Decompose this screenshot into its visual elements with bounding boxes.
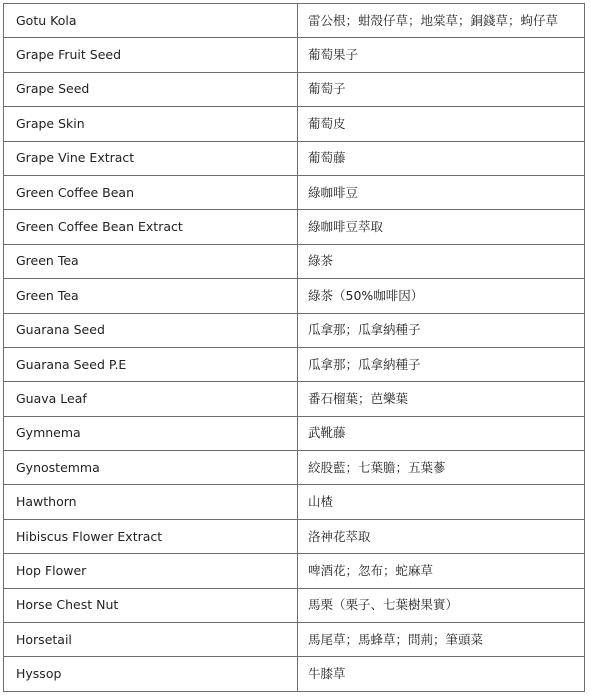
ingredient-table-container xyxy=(3,3,584,692)
english-name-cell: Green Tea xyxy=(4,279,298,313)
chinese-name-cell: 馬尾草；馬蜂草；問荊；筆頭菜 xyxy=(298,623,585,657)
english-name-cell: Grape Seed xyxy=(4,72,298,106)
chinese-name-cell: 綠茶（50%咖啡因） xyxy=(298,279,585,313)
table-row xyxy=(4,451,585,485)
chinese-name-cell: 葡萄皮 xyxy=(298,107,585,141)
chinese-name-cell: 牛膝草 xyxy=(298,657,585,691)
chinese-name-cell: 番石榴葉；芭樂葉 xyxy=(298,382,585,416)
english-name-cell: Gynostemma xyxy=(4,451,298,485)
chinese-name-cell: 綠茶 xyxy=(298,244,585,278)
table-row xyxy=(4,279,585,313)
table-row xyxy=(4,175,585,209)
english-name-cell: Hibiscus Flower Extract xyxy=(4,519,298,553)
table-row xyxy=(4,72,585,106)
english-name-cell: Grape Vine Extract xyxy=(4,141,298,175)
english-name-cell: Hawthorn xyxy=(4,485,298,519)
table-row xyxy=(4,347,585,381)
table-row xyxy=(4,382,585,416)
chinese-name-cell: 武靴藤 xyxy=(298,416,585,450)
english-name-cell: Horsetail xyxy=(4,623,298,657)
chinese-name-cell: 葡萄子 xyxy=(298,72,585,106)
ingredient-name-table xyxy=(3,3,585,692)
table-row xyxy=(4,4,585,38)
chinese-name-cell: 瓜拿那；瓜拿納種子 xyxy=(298,313,585,347)
chinese-name-cell: 葡萄藤 xyxy=(298,141,585,175)
table-row xyxy=(4,657,585,691)
table-row xyxy=(4,623,585,657)
chinese-name-cell: 葡萄果子 xyxy=(298,38,585,72)
english-name-cell: Green Coffee Bean xyxy=(4,175,298,209)
table-row xyxy=(4,38,585,72)
table-row xyxy=(4,313,585,347)
english-name-cell: Gotu Kola xyxy=(4,4,298,38)
english-name-cell: Guarana Seed P.E xyxy=(4,347,298,381)
table-row xyxy=(4,485,585,519)
table-row xyxy=(4,141,585,175)
chinese-name-cell: 綠咖啡豆萃取 xyxy=(298,210,585,244)
chinese-name-cell: 瓜拿那；瓜拿納種子 xyxy=(298,347,585,381)
english-name-cell: Gymnema xyxy=(4,416,298,450)
english-name-cell: Hop Flower xyxy=(4,554,298,588)
english-name-cell: Hyssop xyxy=(4,657,298,691)
table-row xyxy=(4,519,585,553)
english-name-cell: Guava Leaf xyxy=(4,382,298,416)
english-name-cell: Guarana Seed xyxy=(4,313,298,347)
chinese-name-cell: 綠咖啡豆 xyxy=(298,175,585,209)
table-body xyxy=(4,4,585,692)
table-row xyxy=(4,244,585,278)
chinese-name-cell: 洛神花萃取 xyxy=(298,519,585,553)
english-name-cell: Green Tea xyxy=(4,244,298,278)
chinese-name-cell: 山楂 xyxy=(298,485,585,519)
chinese-name-cell: 絞股藍；七葉膽；五葉蔘 xyxy=(298,451,585,485)
chinese-name-cell: 馬栗（栗子、七葉樹果實） xyxy=(298,588,585,622)
chinese-name-cell: 雷公根；蚶殼仔草；地棠草；銅錢草；蚼仔草 xyxy=(298,4,585,38)
english-name-cell: Grape Fruit Seed xyxy=(4,38,298,72)
table-row xyxy=(4,210,585,244)
english-name-cell: Horse Chest Nut xyxy=(4,588,298,622)
table-row xyxy=(4,588,585,622)
english-name-cell: Green Coffee Bean Extract xyxy=(4,210,298,244)
table-row xyxy=(4,554,585,588)
table-row xyxy=(4,416,585,450)
chinese-name-cell: 啤酒花；忽布；蛇麻草 xyxy=(298,554,585,588)
english-name-cell: Grape Skin xyxy=(4,107,298,141)
table-row xyxy=(4,107,585,141)
